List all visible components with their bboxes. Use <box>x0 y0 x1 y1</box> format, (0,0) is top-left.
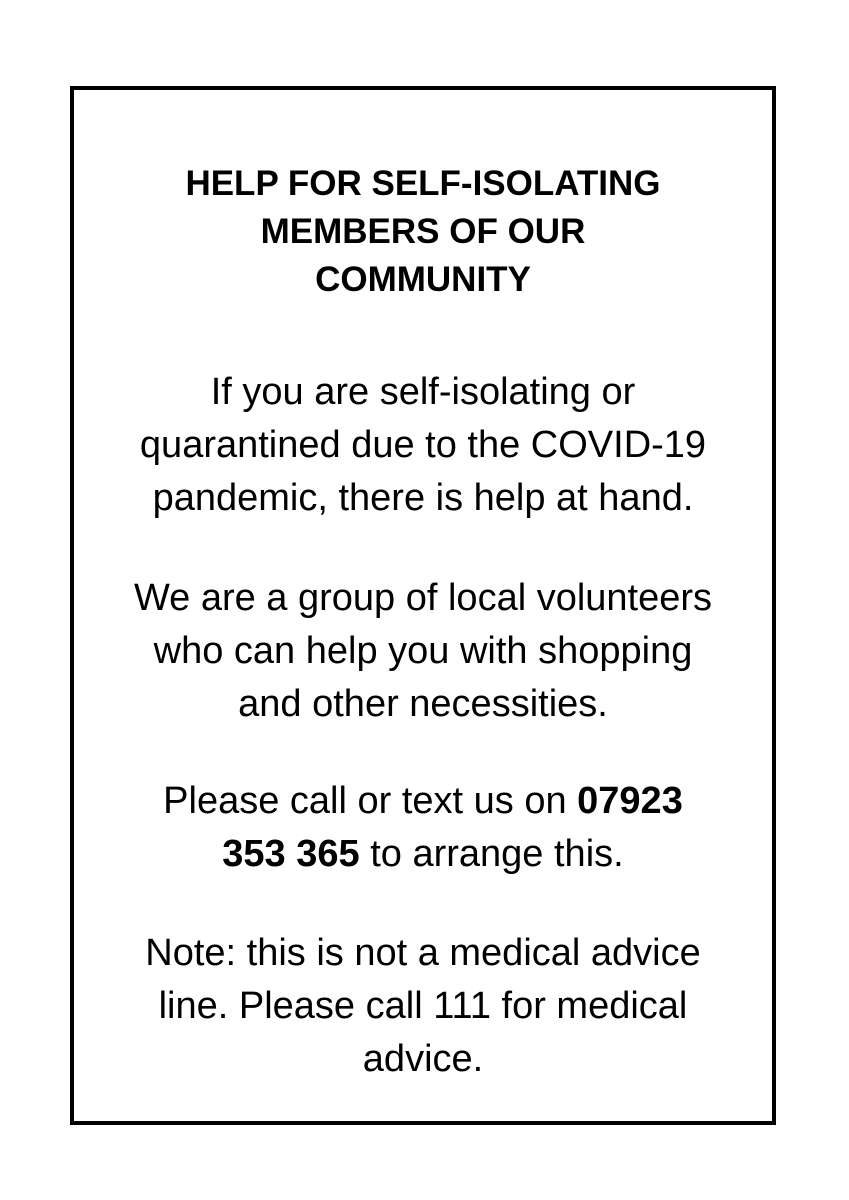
title-line-1: HELP FOR SELF-ISOLATING <box>185 164 661 203</box>
notice-title <box>94 160 752 304</box>
notice-border <box>70 86 776 1125</box>
contact-paragraph <box>84 775 762 881</box>
para4-line-2: line. Please call 111 for medical <box>158 985 688 1027</box>
para2-line-2: who can help you with shopping <box>153 630 693 672</box>
para1-line-3: pandemic, there is help at hand. <box>152 477 694 519</box>
volunteers-paragraph <box>84 572 762 731</box>
phone-number-part-1: 07923 <box>577 780 683 822</box>
para4-line-3: advice. <box>362 1038 484 1080</box>
title-line-3: COMMUNITY <box>315 260 531 299</box>
para4-line-1: Note: this is not a medical advice <box>145 932 701 974</box>
help-intro-paragraph <box>84 366 762 525</box>
medical-note-paragraph <box>84 927 762 1086</box>
contact-prefix: Please call or text us on <box>163 780 578 822</box>
contact-suffix: to arrange this. <box>359 833 624 875</box>
phone-number-part-2: 353 365 <box>222 833 360 875</box>
para1-line-1: If you are self-isolating or <box>210 371 636 413</box>
para2-line-1: We are a group of local volunteers <box>133 577 713 619</box>
para2-line-3: and other necessities. <box>238 683 608 725</box>
para1-line-2: quarantined due to the COVID-19 <box>139 424 707 466</box>
title-line-2: MEMBERS OF OUR <box>260 212 586 251</box>
